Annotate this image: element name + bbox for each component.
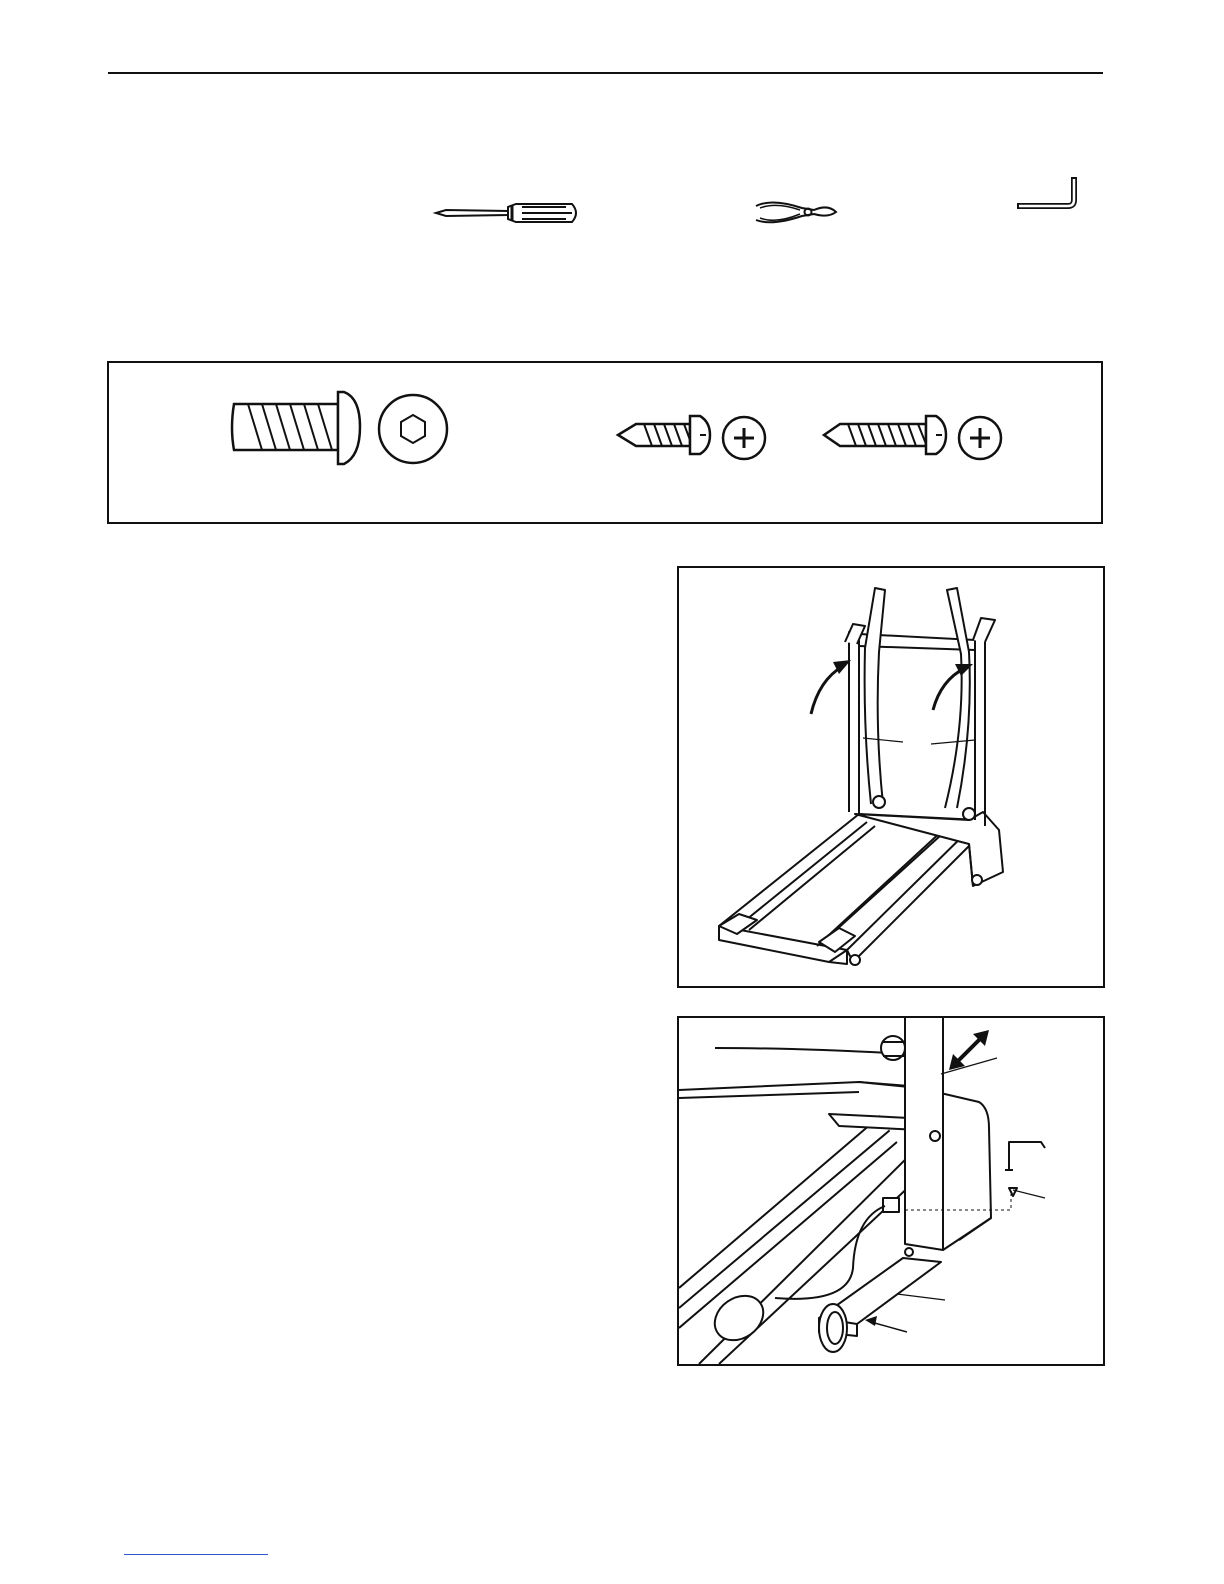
- short-screw-icon: [614, 408, 714, 462]
- treadmill-illustration: [679, 568, 1103, 986]
- treadmill-figure: [677, 566, 1105, 988]
- phillips-head-icon: [720, 414, 768, 462]
- footer-link-underline[interactable]: [124, 1554, 268, 1555]
- long-screw-icon: [820, 408, 950, 462]
- phillips-head-icon: [956, 414, 1004, 462]
- hex-socket-head-icon: [376, 392, 450, 466]
- header-rule: [108, 72, 1103, 74]
- upright-base-figure: [677, 1016, 1105, 1366]
- button-head-bolt-icon: [228, 388, 363, 468]
- allen-wrench-icon: [1012, 172, 1084, 220]
- pliers-icon: [752, 196, 842, 230]
- screwdriver-icon: [432, 196, 582, 230]
- upright-base-illustration: [679, 1018, 1103, 1364]
